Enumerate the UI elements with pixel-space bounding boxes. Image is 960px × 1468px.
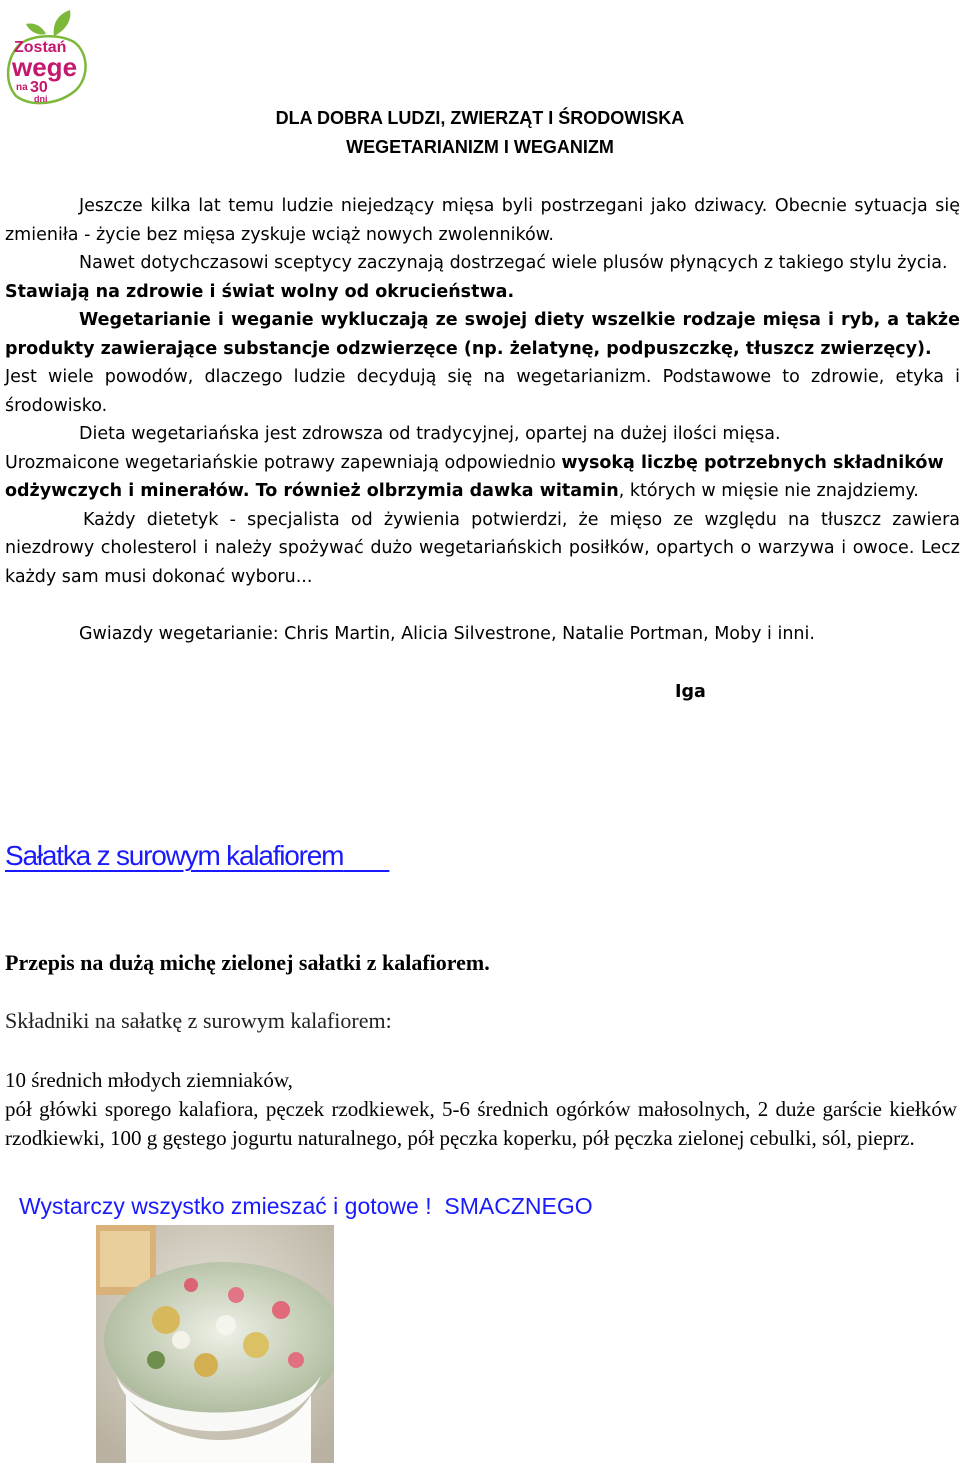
paragraph-emphasis: wysoką liczbę potrzebnych składników odżywczych i minerałów. To również olbrzymia dawka witamin [5,452,944,501]
paragraph: Dieta wegetariańska jest zdrowsza od tradycyjnej, opartej na dużej ilości mięsa. [79,424,781,444]
logo-text-dni: dni [34,94,48,104]
recipe-final-note: Wystarczy wszystko zmieszać i gotowe ! SMACZNEGO [19,1193,593,1219]
celebrities-line: Gwiazdy wegetarianie: Chris Martin, Alicia Silvestrone, Natalie Portman, Moby i inni. [79,624,815,644]
logo-text-30: 30 [30,79,48,96]
ingredients-line: pół główki sporego kalafiora, pęczek rzodkiewek, 5-6 średnich ogórków małosolnych, 2 duże garście kiełków rzodkiewki, 100 g gęstego jogurtu naturalnego, pół pęczka koperku, pół pęczka zielonej cebulki, sól, pieprz. [5,1097,957,1150]
paragraph: Jest wiele powodów, dlaczego ludzie decydują się na wegetarianizm. Podstawowe to zdrowie, etyka i środowisko. [5,367,960,416]
paragraph: Każdy dietetyk - specjalista od żywienia potwierdzi, że mięso ze względu na tłuszcz zawiera niezdrowy cholesterol i należy spożywać dużo wegetariańskich posiłków, opartych o warzywa i owoce. Lecz każdy sam musi dokonać wyboru... [5,509,960,587]
page-title: DLA DOBRA LUDZI, ZWIERZĄT I ŚRODOWISKA [275,108,685,128]
author-signature: Iga [675,681,706,702]
logo-text-na: na [16,82,28,93]
recipe-title-text: Sałatka z surowym kalafiorem [5,840,344,871]
paragraph-bold: Wegetarianie i weganie wykluczają ze swojej diety wszelkie rodzaje mięsa i ryb, a także produkty zawierające substancje odzwierzęce (np. żelatynę, podpuszczkę, tłuszcz zwierzęcy). [5,310,960,359]
ingredients-heading: Składniki na sałatkę z surowym kalafiorem: [5,1008,392,1033]
page-subtitle: WEGETARIANIZM I WEGANIZM [346,137,614,157]
paragraph: Nawet dotychczasowi sceptycy zaczynają dostrzegać wiele plusów płynących z takiego stylu życia. [79,253,948,273]
recipe-title-link[interactable] [5,840,389,872]
ingredients-list [5,1066,957,1153]
paragraph [5,449,960,506]
paragraph: Jeszcze kilka lat temu ludzie niejedzący mięsa byli postrzegani jako dziwacy. Obecnie sytuacja się zmieniła - życie bez mięsa zyskuje wciąż nowych zwolenników. [5,196,960,245]
salad-photo [96,1225,334,1463]
recipe-subtitle: Przepis na dużą michę zielonej sałatki z kalafiorem. [5,950,490,975]
ingredients-line: 10 średnich młodych ziemniaków, [5,1068,293,1092]
paragraph-part: Urozmaicone wegetariańskie potrawy zapewniają odpowiednio [5,452,562,473]
logo-text-wege: wege [12,52,78,82]
paragraph-part: , których w mięsie nie znajdziemy. [618,481,919,501]
zostan-wege-logo [2,4,90,106]
logo-text-zostan: Zostań [14,39,67,56]
article-body [5,192,960,706]
paragraph-bold: Stawiają na zdrowie i świat wolny od okrucieństwa. [5,281,515,302]
